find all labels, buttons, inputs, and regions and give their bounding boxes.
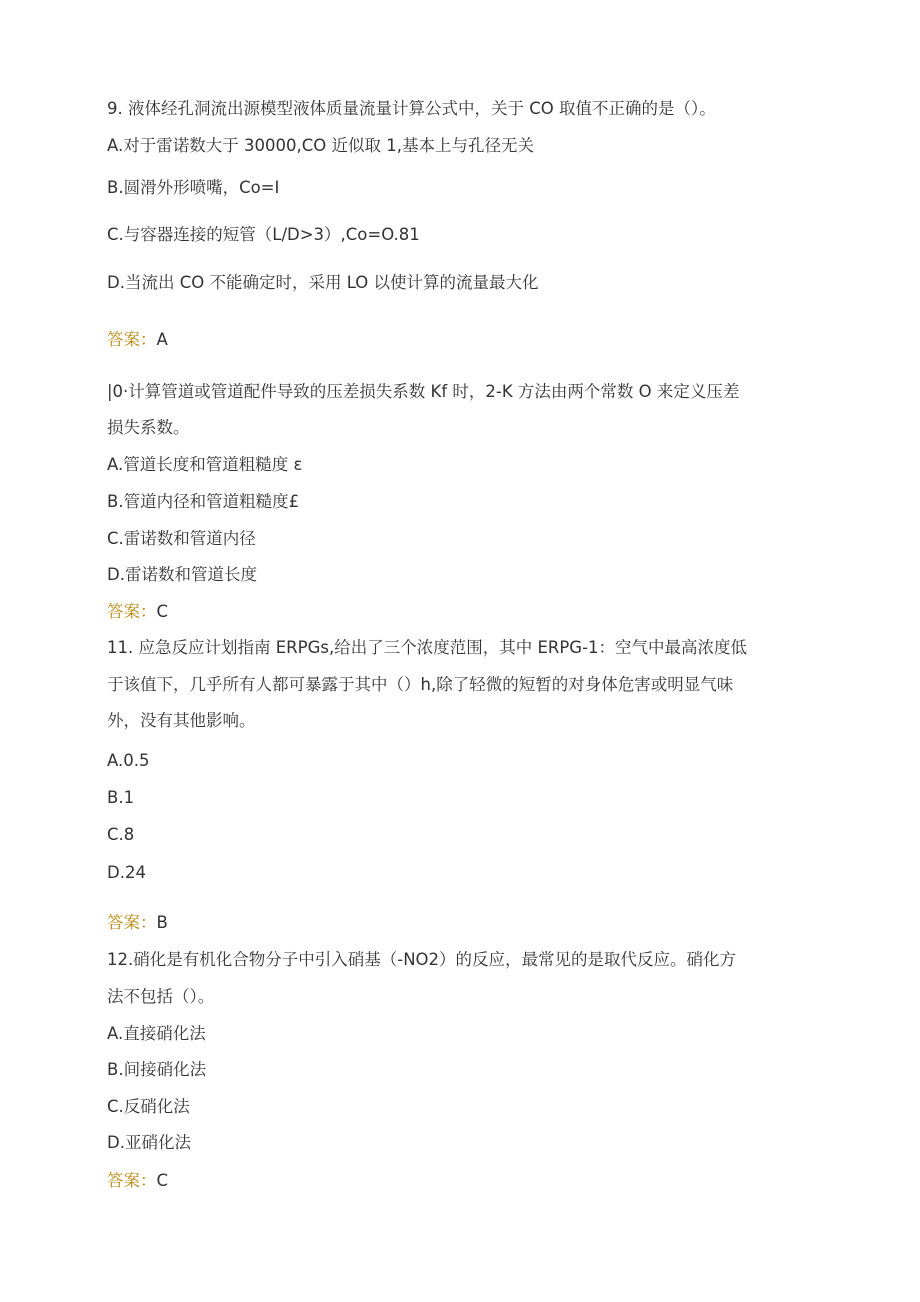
- question-11-stem-line-1: 11. 应急反应计划指南 ERPGs,给出了三个浓度范围，其中 ERPG-1：空气中最高浓度低: [107, 638, 748, 657]
- question-12-option-a: A.直接硝化法: [107, 1024, 206, 1043]
- question-10-answer: [107, 602, 168, 622]
- answer-label: 答案：: [107, 602, 157, 621]
- question-10-option-a: A.管道长度和管道粗糙度 ε: [107, 455, 303, 474]
- question-11-option-c: C.8: [107, 825, 135, 844]
- question-12-option-c: C.反硝化法: [107, 1097, 190, 1116]
- question-11-stem-line-2: 于该值下，几乎所有人都可暴露于其中（）h,除了轻微的短暂的对身体危害或明显气味: [107, 675, 734, 694]
- question-11-answer: [107, 913, 168, 933]
- question-10-stem-line-2: 损失系数。: [107, 418, 190, 437]
- question-12-option-d: D.亚硝化法: [107, 1133, 191, 1152]
- question-11-option-a: A.0.5: [107, 751, 150, 770]
- answer-value: C: [156, 1171, 169, 1190]
- question-9-option-a: A.对于雷诺数大于 30000,CO 近似取 1,基本上与孔径无关: [107, 136, 534, 155]
- question-9-option-d: D.当流出 CO 不能确定时，采用 LO 以使计算的流量最大化: [107, 273, 539, 292]
- answer-value: A: [156, 330, 168, 349]
- answer-label: 答案：: [107, 1171, 157, 1190]
- question-10-stem-line-1: |0·计算管道或管道配件导致的压差损失系数 Kf 时，2-K 方法由两个常数 O 来定义压差: [107, 382, 740, 401]
- question-10-option-c: C.雷诺数和管道内径: [107, 529, 256, 548]
- question-11-stem-line-3: 外，没有其他影响。: [107, 711, 256, 730]
- question-12-answer: [107, 1171, 168, 1191]
- answer-value: B: [156, 913, 168, 932]
- question-12-option-b: B.间接硝化法: [107, 1060, 207, 1079]
- question-10-option-b: B.管道内径和管道粗糙度£: [107, 492, 300, 511]
- question-12-stem-line-2: 法不包括（）。: [107, 987, 215, 1006]
- question-9-stem: 9. 液体经孔洞流出源模型液体质量流量计算公式中，关于 CO 取值不正确的是（）。: [107, 99, 716, 118]
- question-9-option-c: C.与容器连接的短管（L/D>3）,Co=O.81: [107, 225, 420, 244]
- question-11-option-b: B.1: [107, 788, 135, 807]
- question-9-option-b: B.圆滑外形喷嘴，Co=I: [107, 178, 280, 197]
- answer-label: 答案：: [107, 330, 157, 349]
- answer-value: C: [156, 602, 169, 621]
- question-11-option-d: D.24: [107, 863, 146, 882]
- answer-label: 答案：: [107, 913, 157, 932]
- question-9-answer: [107, 330, 168, 350]
- question-10-option-d: D.雷诺数和管道长度: [107, 565, 257, 584]
- question-12-stem-line-1: 12.硝化是有机化合物分子中引入硝基（-NO2）的反应，最常见的是取代反应。硝化方: [107, 950, 737, 969]
